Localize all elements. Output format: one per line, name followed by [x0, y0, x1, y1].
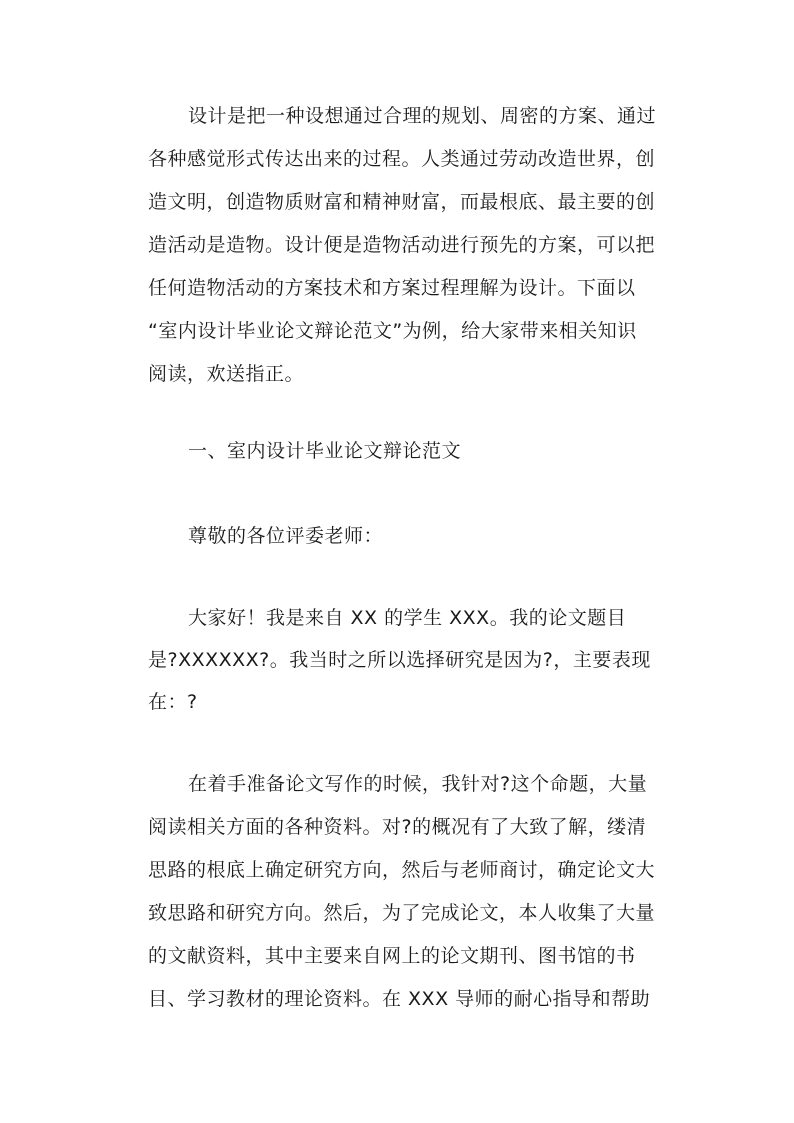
paragraph-3-line-1: 在着手准备论文写作的时候，我针对?这个命题，大量: [188, 773, 648, 795]
paragraph-2-line-3: 在：?: [148, 691, 198, 713]
paragraph-2-line-1: 大家好！我是来自 XX 的学生 XXX。我的论文题目: [188, 607, 627, 629]
section-heading: 一、室内设计毕业论文辩论范文: [188, 440, 462, 462]
paragraph-1-line-7: 阅读，欢送指正。: [148, 363, 305, 385]
paragraph-3-line-6: 目、学习教材的理论资料。在 XXX 导师的耐心指导和帮助: [148, 988, 651, 1010]
paragraph-3-line-4: 致思路和研究方向。然后，为了完成论文，本人收集了大量: [148, 902, 656, 924]
salutation: 尊敬的各位评委老师：: [188, 525, 384, 547]
paragraph-1-line-6: “室内设计毕业论文辩论范文”为例，给大家带来相关知识: [148, 320, 637, 342]
paragraph-1-line-2: 各种感觉形式传达出来的过程。人类通过劳动改造世界，创: [148, 148, 656, 170]
paragraph-1-line-3: 造文明，创造物质财富和精神财富，而最根底、最主要的创: [148, 191, 656, 213]
paragraph-2-line-2: 是?XXXXXX?。我当时之所以选择研究是因为?，主要表现: [148, 649, 651, 671]
paragraph-3-line-5: 的文献资料，其中主要来自网上的论文期刊、图书馆的书: [148, 945, 636, 967]
paragraph-1-line-1: 设计是把一种设想通过合理的规划、周密的方案、通过: [188, 105, 657, 127]
paragraph-1-line-5: 任何造物活动的方案技术和方案过程理解为设计。下面以: [148, 277, 636, 299]
paragraph-3-line-3: 思路的根底上确定研究方向，然后与老师商讨，确定论文大: [148, 859, 656, 881]
paragraph-1-line-4: 造活动是造物。设计便是造物活动进行预先的方案，可以把: [148, 234, 656, 256]
paragraph-3-line-2: 阅读相关方面的各种资料。对?的概况有了大致了解，缕清: [148, 816, 647, 838]
